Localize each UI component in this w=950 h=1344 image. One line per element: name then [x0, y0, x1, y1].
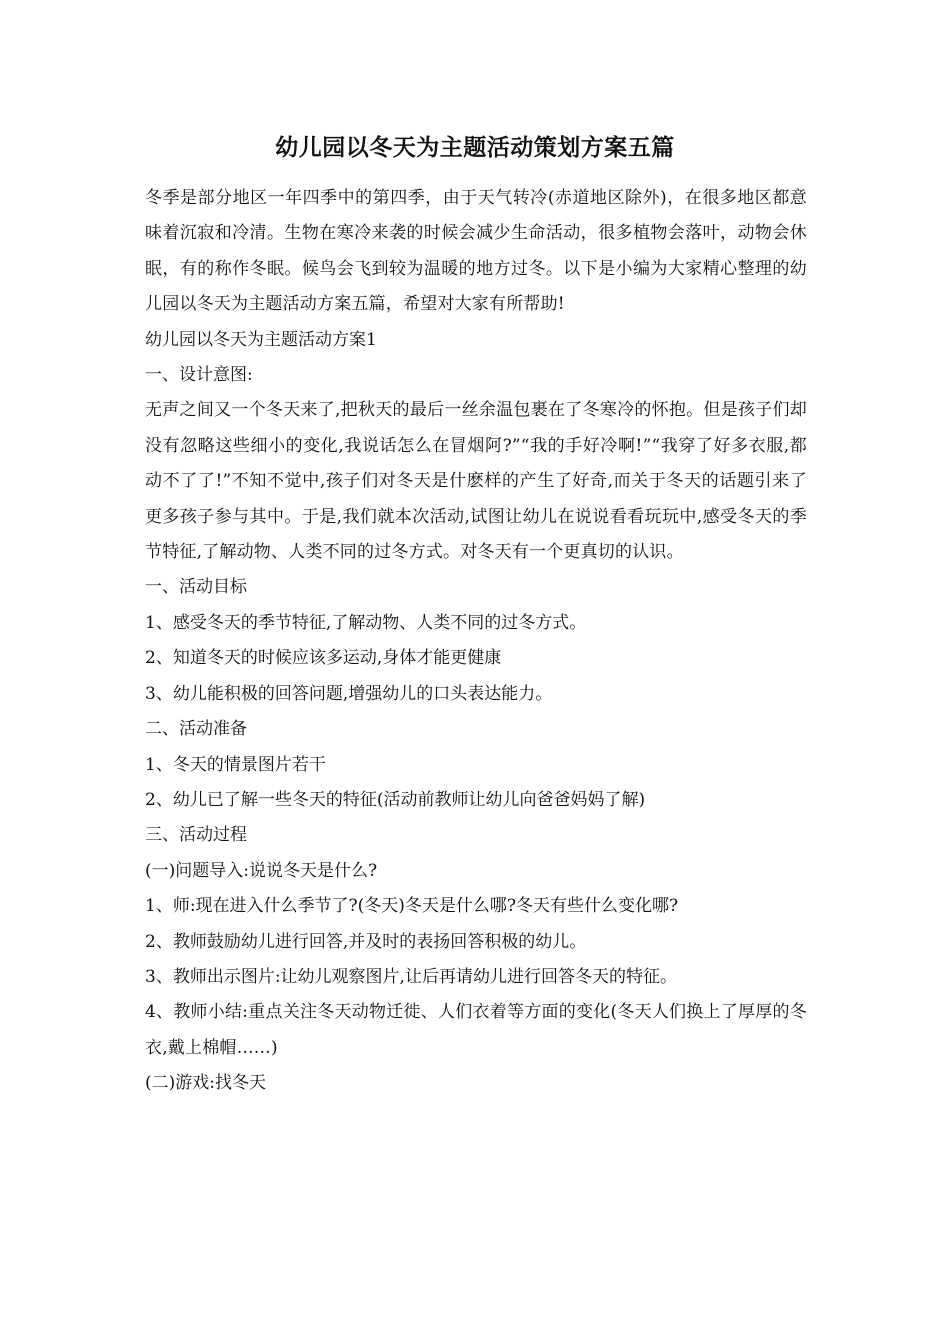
design-paragraph: 无声之间又一个冬天来了,把秋天的最后一丝余温包裹在了冬寒冷的怀抱。但是孩子们却没有忽略这些细小的变化,我说话怎么在冒烟阿?”“我的手好冷啊!”“我穿了好多衣服,都动不了了!”不知不觉中,孩子们对冬天是什麽样的产生了好奇,而关于冬天的话题引来了更多孩子参与其中。于是,我们就本次活动,试图让幼儿在说说看看玩玩中,感受冬天的季节特征,了解动物、人类不同的过冬方式。对冬天有一个更真切的认识。: [145, 400, 807, 563]
design-heading: 一、设计意图:: [145, 365, 253, 386]
goal-item: 2、知道冬天的时候应该多运动,身体才能更健康: [145, 648, 502, 669]
process-subheading: (一)问题导入:说说冬天是什么?: [145, 860, 378, 881]
goals-heading: 一、活动目标: [145, 577, 247, 598]
prep-heading: 二、活动准备: [145, 719, 247, 740]
process-heading: 三、活动过程: [145, 825, 247, 846]
intro-paragraph: 冬季是部分地区一年四季中的第四季，由于天气转冷(赤道地区除外)，在很多地区都意味着沉寂和冷清。生物在寒冷来袭的时候会减少生命活动，很多植物会落叶，动物会休眠，有的称作冬眠。候鸟会飞到较为温暖的地方过冬。以下是小编为大家精心整理的幼儿园以冬天为主题活动方案五篇，希望对大家有所帮助!: [145, 188, 807, 315]
process-step: 1、师:现在进入什么季节了?(冬天)冬天是什么哪?冬天有些什么变化哪?: [145, 896, 679, 917]
document-title: 幼儿园以冬天为主题活动策划方案五篇: [275, 134, 675, 161]
goal-item: 1、感受冬天的季节特征,了解动物、人类不同的过冬方式。: [145, 612, 587, 633]
prep-item: 2、幼儿已了解一些冬天的特征(活动前教师让幼儿向爸爸妈妈了解): [145, 789, 646, 810]
prep-item: 1、冬天的情景图片若干: [145, 754, 326, 775]
section-heading: 幼儿园以冬天为主题活动方案1: [145, 329, 377, 350]
process-step: 2、教师鼓励幼儿进行回答,并及时的表扬回答积极的幼儿。: [145, 931, 587, 952]
process-subheading: (二)游戏:找冬天: [145, 1073, 266, 1094]
document-body: [145, 181, 807, 1102]
goal-item: 3、幼儿能积极的回答问题,增强幼儿的口头表达能力。: [145, 683, 553, 704]
process-step: 4、教师小结:重点关注冬天动物迁徙、人们衣着等方面的变化(冬天人们换上了厚厚的冬衣,戴上棉帽……): [145, 1002, 807, 1058]
process-step: 3、教师出示图片:让幼儿观察图片,让后再请幼儿进行回答冬天的特征。: [145, 966, 677, 987]
